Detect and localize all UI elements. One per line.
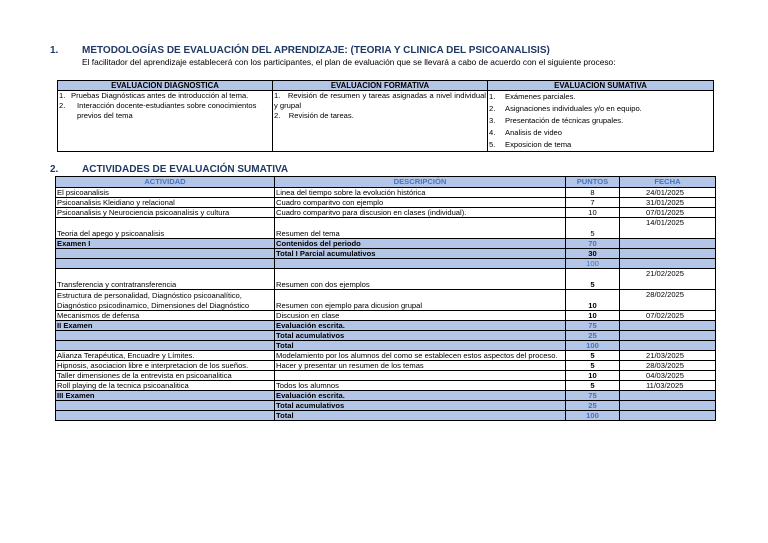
evaluation-methods-table	[57, 80, 714, 152]
table-row	[56, 269, 716, 290]
points-cell: 5	[566, 381, 620, 391]
formativa-cell	[273, 91, 488, 152]
date-cell	[620, 411, 716, 421]
table-row	[56, 208, 716, 218]
activity-cell: Examen I	[56, 239, 275, 249]
date-cell: 21/03/2025	[620, 351, 716, 361]
points-cell: 30	[566, 249, 620, 259]
table-row	[56, 321, 716, 331]
header-sumativa: EVALUACION SUMATIVA	[488, 81, 714, 91]
list-item: 2. Asignaciones individuales y/o en equipo.	[489, 104, 642, 113]
activities-table	[55, 176, 716, 421]
description-cell	[275, 259, 566, 269]
table-row	[56, 198, 716, 208]
header-descripcion: DESCRIPCIÓN	[275, 177, 566, 188]
table-row	[56, 290, 716, 311]
table-row	[56, 218, 716, 239]
description-cell: Hacer y presentar un resumen de los temas	[275, 361, 566, 371]
date-cell	[620, 249, 716, 259]
activity-cell: III Examen	[56, 391, 275, 401]
description-cell: Evaluación escrita.	[275, 321, 566, 331]
description-cell: Cuadro comparitvo para discusion en clases (individual).	[275, 208, 566, 218]
table-row	[56, 381, 716, 391]
section-1-number: 1.	[50, 45, 59, 56]
date-cell: 21/02/2025	[620, 269, 716, 290]
date-cell: 28/03/2025	[620, 361, 716, 371]
points-cell: 75	[566, 321, 620, 331]
table-row	[56, 188, 716, 198]
points-cell: 100	[566, 411, 620, 421]
description-cell: Total I Parcial acumulativos	[275, 249, 566, 259]
date-cell: 28/02/2025	[620, 290, 716, 311]
description-cell: Resumen con ejemplo para dicusion grupal	[275, 290, 566, 311]
description-cell: Modelamiento por los alumnos del como se establecen estos aspectos del proceso.	[275, 351, 566, 361]
activity-cell: Taller dimensiones de la entrevista en psicoanalitica	[56, 371, 275, 381]
table-row	[56, 311, 716, 321]
description-cell: Resumen del tema	[275, 218, 566, 239]
sumativa-cell	[488, 91, 714, 152]
points-cell: 10	[566, 371, 620, 381]
section-2-title: ACTIVIDADES DE EVALUACIÓN SUMATIVA	[82, 164, 289, 175]
activity-cell: Hipnosis, asociacion libre e interpretacion de los sueños.	[56, 361, 275, 371]
date-cell: 04/03/2025	[620, 371, 716, 381]
date-cell	[620, 259, 716, 269]
activity-cell	[56, 401, 275, 411]
list-item: 3. Presentación de técnicas grupales.	[489, 116, 624, 125]
header-fecha: FECHA	[620, 177, 716, 188]
activity-cell: El psicoanalisis	[56, 188, 275, 198]
activity-cell: Psicoanalisis Kleidiano y relacional	[56, 198, 275, 208]
table-row	[56, 391, 716, 401]
description-cell: Contenidos del periodo	[275, 239, 566, 249]
date-cell: 11/03/2025	[620, 381, 716, 391]
date-cell	[620, 401, 716, 411]
activity-cell: Estructura de personalidad, Diagnóstico psicoanalítico, Diagnóstico psicodinamico, Dimensiones del Diagnóstico	[56, 290, 275, 311]
header-actividad: ACTIVIDAD	[56, 177, 275, 188]
date-cell	[620, 331, 716, 341]
description-cell: Linea del tiempo sobre la evolución histórica	[275, 188, 566, 198]
date-cell	[620, 239, 716, 249]
list-item: 2. Revisión de tareas.	[274, 111, 354, 120]
points-cell: 10	[566, 208, 620, 218]
date-cell: 31/01/2025	[620, 198, 716, 208]
date-cell	[620, 321, 716, 331]
table-row	[56, 239, 716, 249]
activity-cell: Mecanismos de defensa	[56, 311, 275, 321]
activity-cell	[56, 259, 275, 269]
points-cell: 5	[566, 361, 620, 371]
points-cell: 7	[566, 198, 620, 208]
table-row	[56, 249, 716, 259]
activity-cell: II Examen	[56, 321, 275, 331]
activity-cell: Teoria del apego y psicoanalisis	[56, 218, 275, 239]
table-row	[56, 331, 716, 341]
points-cell: 25	[566, 331, 620, 341]
date-cell: 14/01/2025	[620, 218, 716, 239]
activity-cell: Psicoanalisis y Neurociencia psicoanalisis y cultura	[56, 208, 275, 218]
list-item: 4. Analisis de video	[489, 128, 562, 137]
table-row	[56, 411, 716, 421]
description-cell: Resumen con dos ejemplos	[275, 269, 566, 290]
description-cell: Total acumulativos	[275, 331, 566, 341]
list-item: 1. Pruebas Diagnósticas antes de introducción al tema.	[59, 91, 249, 100]
date-cell: 24/01/2025	[620, 188, 716, 198]
points-cell: 25	[566, 401, 620, 411]
section-1-intro: El facilitador del aprendizaje establecerá con los participantes, el plan de evaluación que se llevará a cabo de acuerdo con el siguiente proceso:	[82, 57, 616, 67]
header-formativa: EVALUACION FORMATIVA	[273, 81, 488, 91]
list-item: 1. Revisión de resumen y tareas asignadas a nivel individual y grupal	[274, 91, 486, 110]
activity-cell: Roll playing de la tecnica psicoanalitica	[56, 381, 275, 391]
activity-cell	[56, 249, 275, 259]
section-2-number: 2.	[50, 164, 59, 175]
list-item: 5. Exposicion de tema	[489, 140, 572, 149]
section-1-title: METODOLOGÍAS DE EVALUACIÓN DEL APRENDIZAJE: (TEORIA Y CLINICA DEL PSICOANALISIS)	[82, 45, 550, 56]
table-row	[56, 259, 716, 269]
description-cell: Total acumulativos	[275, 401, 566, 411]
points-cell: 5	[566, 218, 620, 239]
list-item: 1. Exámenes parciales.	[489, 92, 576, 101]
points-cell: 5	[566, 269, 620, 290]
activity-cell	[56, 411, 275, 421]
activity-cell: Transferencia y contratransferencia	[56, 269, 275, 290]
description-cell: Evaluación escrita.	[275, 391, 566, 401]
points-cell: 8	[566, 188, 620, 198]
table-row	[56, 401, 716, 411]
date-cell: 07/01/2025	[620, 208, 716, 218]
table-row	[56, 351, 716, 361]
list-item: 2. Interacción docente-estudiantes sobre conocimientos previos del tema	[59, 101, 257, 120]
description-cell: Total	[275, 411, 566, 421]
activity-cell: Alianza Terapéutica, Encuadre y Límites.	[56, 351, 275, 361]
activity-cell	[56, 341, 275, 351]
table-row	[56, 361, 716, 371]
points-cell: 5	[566, 351, 620, 361]
date-cell: 07/02/2025	[620, 311, 716, 321]
points-cell: 70	[566, 239, 620, 249]
description-cell: Cuadro comparitvo con ejemplo	[275, 198, 566, 208]
points-cell: 100	[566, 341, 620, 351]
points-cell: 10	[566, 290, 620, 311]
date-cell	[620, 341, 716, 351]
activity-cell	[56, 331, 275, 341]
header-puntos: PUNTOS	[566, 177, 620, 188]
table-row	[56, 371, 716, 381]
header-diagnostica: EVALUACION DIAGNOSTICA	[58, 81, 273, 91]
points-cell: 75	[566, 391, 620, 401]
description-cell: Todos los alumnos	[275, 381, 566, 391]
diagnostica-cell	[58, 91, 273, 152]
date-cell	[620, 391, 716, 401]
description-cell: Total	[275, 341, 566, 351]
points-cell: 100	[566, 259, 620, 269]
table-row	[56, 341, 716, 351]
description-cell	[275, 371, 566, 381]
points-cell: 10	[566, 311, 620, 321]
description-cell: Discusion en clase	[275, 311, 566, 321]
